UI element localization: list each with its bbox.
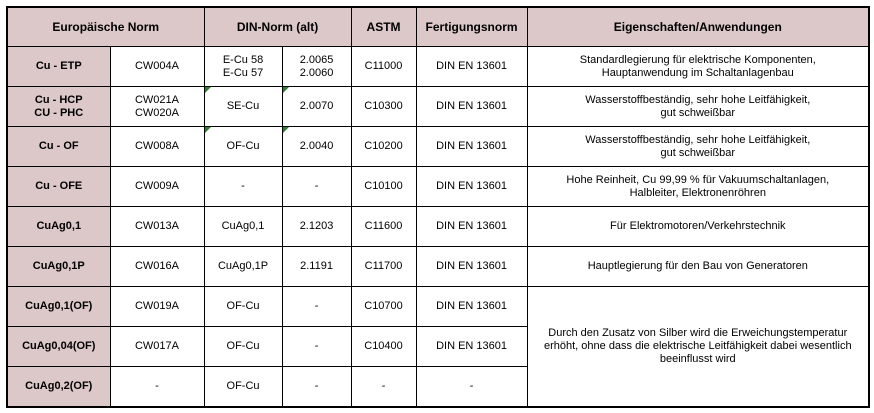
eu-code-cell-line: CW020A	[134, 106, 180, 119]
eu-code-cell	[110, 247, 204, 287]
din-name-cell-line: E-Cu 57	[222, 66, 264, 79]
alloy-name-cell-line: CuAg0,04(OF)	[22, 340, 96, 352]
properties-cell	[527, 247, 869, 287]
alloy-name-cell-line: CuAg0,1P	[32, 260, 85, 272]
astm-cell: C11000	[351, 47, 416, 87]
alloy-name-cell-line: Cu - HCP	[34, 93, 83, 106]
fertigungsnorm-cell: DIN EN 13601	[416, 47, 527, 87]
properties-cell-line: gut schweißbar	[660, 106, 736, 119]
fertigungsnorm-cell: DIN EN 13601	[416, 287, 527, 327]
alloy-name-cell-line: CuAg0,1	[36, 220, 82, 232]
din-number-cell-line: -	[314, 340, 319, 352]
alloy-name-cell	[7, 127, 110, 167]
alloy-name-cell	[7, 327, 110, 367]
header-fertigungsnorm: Fertigungsnorm	[416, 7, 527, 47]
alloy-name-cell	[7, 47, 110, 87]
properties-merged-cell	[527, 287, 869, 408]
fertigungsnorm-cell: DIN EN 13601	[416, 327, 527, 367]
eu-code-cell	[110, 47, 204, 87]
properties-merged-cell-line: erhöht, ohne dass die elektrische Leitfähigkeit dabei wesentlich	[543, 340, 852, 352]
table-row	[7, 87, 869, 127]
eu-code-cell	[110, 207, 204, 247]
din-name-cell	[204, 287, 282, 327]
din-number-cell-line: 2.0040	[299, 140, 334, 152]
properties-cell-line: Hohe Reinheit, Cu 99,99 % für Vakuumschaltanlagen,	[566, 173, 830, 186]
astm-cell: C10700	[351, 287, 416, 327]
astm-cell: C10100	[351, 167, 416, 207]
alloy-name-cell-line: CuAg0,1(OF)	[25, 300, 93, 312]
alloy-name-cell	[7, 207, 110, 247]
alloy-name-cell-line: Cu - ETP	[35, 60, 82, 72]
fertigungsnorm-cell: DIN EN 13601	[416, 207, 527, 247]
alloy-name-cell	[7, 287, 110, 327]
din-name-cell-line: E-Cu 58	[222, 53, 264, 66]
table-row	[7, 167, 869, 207]
astm-cell: C11600	[351, 207, 416, 247]
din-name-cell	[204, 47, 282, 87]
astm-cell: -	[351, 367, 416, 408]
din-number-cell	[282, 167, 351, 207]
din-number-cell	[282, 207, 351, 247]
eu-code-cell-line: -	[155, 380, 159, 392]
eu-code-cell	[110, 167, 204, 207]
fertigungsnorm-cell: DIN EN 13601	[416, 247, 527, 287]
fertigungsnorm-cell: DIN EN 13601	[416, 167, 527, 207]
eu-code-cell-line: CW013A	[134, 220, 180, 232]
properties-cell	[527, 127, 869, 167]
din-number-cell-line: -	[314, 180, 319, 192]
alloy-name-cell-line: CU - PHC	[34, 106, 84, 119]
din-name-cell	[204, 207, 282, 247]
header-eigenschaften: Eigenschaften/Anwendungen	[527, 7, 869, 47]
eu-code-cell-line: CW004A	[134, 60, 180, 72]
eu-code-cell-line: CW016A	[134, 260, 180, 272]
table-row	[7, 287, 869, 327]
din-name-cell	[204, 367, 282, 408]
alloy-name-cell	[7, 367, 110, 408]
eu-code-cell-line: CW019A	[134, 300, 180, 312]
din-number-cell-line: 2.0070	[299, 100, 334, 112]
eu-code-cell-line: CW008A	[134, 140, 180, 152]
fertigungsnorm-cell: DIN EN 13601	[416, 127, 527, 167]
din-name-cell	[204, 87, 282, 127]
din-name-cell-line: CuAg0,1	[221, 220, 265, 232]
eu-code-cell-line: CW021A	[134, 93, 180, 106]
din-number-cell	[282, 127, 351, 167]
din-name-cell-line: -	[241, 180, 245, 192]
din-number-cell	[282, 47, 351, 87]
copper-norms-table	[6, 6, 870, 408]
din-number-cell-line: -	[314, 300, 319, 312]
din-number-cell-line: 2.1191	[300, 260, 333, 272]
eu-code-cell-line: CW009A	[134, 180, 180, 192]
eu-code-cell	[110, 127, 204, 167]
properties-cell	[527, 207, 869, 247]
eu-code-cell	[110, 287, 204, 327]
fertigungsnorm-cell: DIN EN 13601	[416, 87, 527, 127]
properties-cell-line: Für Elektromotoren/Verkehrstechnik	[610, 220, 786, 232]
properties-cell-line: Wasserstoffbeständig, sehr hohe Leitfähigkeit,	[585, 93, 811, 106]
eu-code-cell	[110, 87, 204, 127]
din-name-cell-line: CuAg0,1P	[217, 260, 269, 272]
properties-cell-line: Hauptanwendung im Schaltanlagenbau	[601, 66, 794, 79]
alloy-name-cell-line: Cu - OF	[38, 140, 79, 152]
header-row	[7, 7, 869, 47]
din-name-cell	[204, 327, 282, 367]
properties-cell	[527, 47, 869, 87]
eu-code-cell	[110, 327, 204, 367]
eu-code-cell-line: CW017A	[134, 340, 180, 352]
din-name-cell-line: OF-Cu	[226, 140, 260, 152]
din-name-cell-line: OF-Cu	[226, 340, 260, 352]
table-row	[7, 47, 869, 87]
header-eu-norm: Europäische Norm	[7, 7, 204, 47]
header-astm: ASTM	[351, 7, 416, 47]
din-number-cell	[282, 367, 351, 408]
din-number-cell	[282, 247, 351, 287]
properties-cell-line: Halbleiter, Elektronenröhren	[629, 186, 766, 199]
astm-cell: C10200	[351, 127, 416, 167]
alloy-name-cell	[7, 247, 110, 287]
header-din-norm: DIN-Norm (alt)	[204, 7, 351, 47]
din-number-cell-line: 2.1203	[299, 220, 334, 232]
properties-cell-line: Wasserstoffbeständig, sehr hohe Leitfähigkeit,	[585, 133, 811, 146]
din-number-cell-line: -	[314, 380, 319, 392]
din-name-cell-line: OF-Cu	[226, 380, 260, 392]
properties-merged-cell-line: beeinflusst wird	[659, 353, 736, 365]
table-row	[7, 127, 869, 167]
din-number-cell-line: 2.0060	[299, 66, 334, 79]
table-row	[7, 207, 869, 247]
properties-cell-line: Hauptlegierung für den Bau von Generatoren	[587, 260, 808, 272]
din-name-cell-line: SE-Cu	[226, 100, 260, 112]
din-number-cell	[282, 87, 351, 127]
fertigungsnorm-cell: -	[416, 367, 527, 408]
astm-cell: C10300	[351, 87, 416, 127]
din-name-cell	[204, 127, 282, 167]
din-name-cell-line: OF-Cu	[226, 300, 260, 312]
properties-cell-line: Standardlegierung für elektrische Komponenten,	[579, 53, 816, 66]
din-name-cell	[204, 247, 282, 287]
din-number-cell	[282, 287, 351, 327]
properties-cell	[527, 167, 869, 207]
din-number-cell	[282, 327, 351, 367]
properties-merged-cell-line: Durch den Zusatz von Silber wird die Erweichungstemperatur	[548, 327, 848, 339]
alloy-name-cell	[7, 87, 110, 127]
astm-cell: C10400	[351, 327, 416, 367]
table-body	[7, 47, 869, 408]
din-name-cell	[204, 167, 282, 207]
eu-code-cell	[110, 367, 204, 408]
astm-cell: C11700	[351, 247, 416, 287]
alloy-name-cell-line: CuAg0,2(OF)	[25, 380, 93, 392]
din-number-cell-line: 2.0065	[299, 53, 334, 66]
properties-cell-line: gut schweißbar	[660, 146, 736, 159]
alloy-name-cell-line: Cu - OFE	[35, 180, 83, 192]
alloy-name-cell	[7, 167, 110, 207]
properties-cell	[527, 87, 869, 127]
table-row	[7, 247, 869, 287]
